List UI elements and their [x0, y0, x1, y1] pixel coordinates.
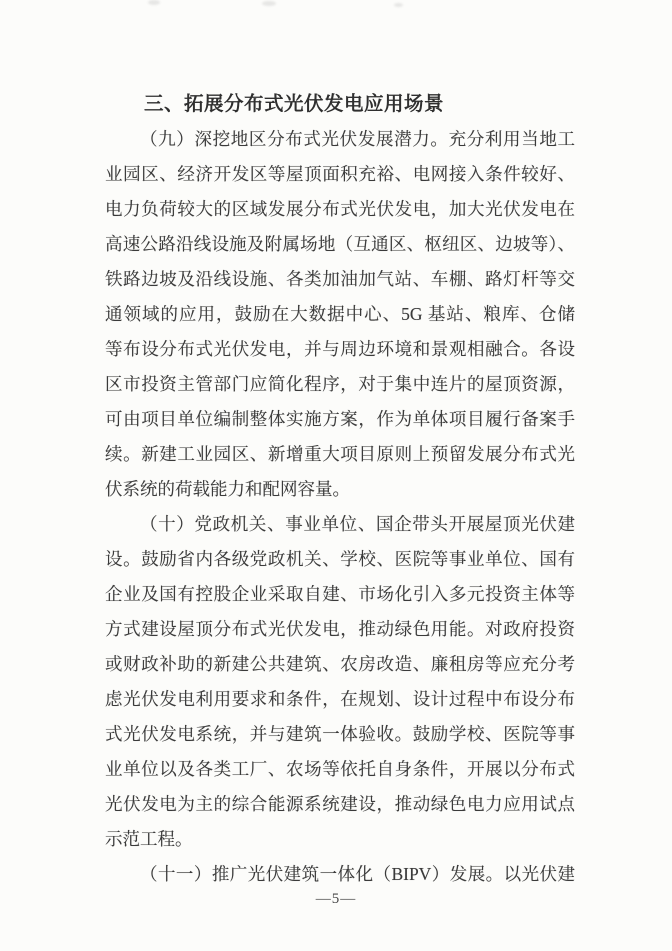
- text-line: 光伏发电为主的综合能源系统建设，推动绿色电力应用试点: [105, 794, 575, 814]
- text-line: 续。新建工业园区、新增重大项目原则上预留发展分布式光: [105, 444, 575, 464]
- text-line: 电力负荷较大的区域发展分布式光伏发电，加大光伏发电在: [105, 199, 575, 219]
- text-line: 企业及国有控股企业采取自建、市场化引入多元投资主体等: [105, 584, 575, 604]
- text-line: 或财政补助的新建公共建筑、农房改造、廉租房等应充分考: [105, 654, 575, 674]
- text-line: 高速公路沿线设施及附属场地（互通区、枢纽区、边坡等）、: [105, 234, 575, 254]
- paragraph-11: [105, 857, 575, 892]
- paragraph-10: [105, 507, 575, 857]
- text-line: 业园区、经济开发区等屋顶面积充裕、电网接入条件较好、: [105, 164, 575, 184]
- section-heading: 三、拓展分布式光伏发电应用场景: [144, 94, 445, 115]
- text-line: 通领域的应用，鼓励在大数据中心、5G 基站、粮库、仓储: [105, 304, 575, 324]
- text-line: 等布设分布式光伏发电，并与周边环境和景观相融合。各设: [105, 339, 575, 359]
- page-number: —5—: [315, 891, 357, 907]
- text-line: 虑光伏发电利用要求和条件，在规划、设计过程中布设分布: [105, 689, 575, 709]
- scan-smudge: [262, 1, 276, 6]
- text-block: [105, 87, 575, 892]
- text-line: （九）深挖地区分布式光伏发展潜力。充分利用当地工: [140, 129, 575, 149]
- text-line: （十）党政机关、事业单位、国企带头开展屋顶光伏建: [140, 514, 575, 534]
- scan-smudge: [148, 0, 160, 5]
- text-line: （十一）推广光伏建筑一体化（BIPV）发展。以光伏建: [140, 864, 575, 884]
- text-line: 式光伏发电系统，并与建筑一体验收。鼓励学校、医院等事: [105, 724, 575, 744]
- text-line: 业单位以及各类工厂、农场等依托自身条件，开展以分布式: [105, 759, 575, 779]
- text-line: 区市投资主管部门应简化程序，对于集中连片的屋顶资源，: [105, 374, 575, 394]
- paragraph-9: [105, 122, 575, 507]
- scan-smudge: [394, 3, 403, 7]
- text-line: 方式建设屋顶分布式光伏发电，推动绿色用能。对政府投资: [105, 619, 575, 639]
- text-line: 伏系统的荷载能力和配网容量。: [105, 479, 350, 499]
- text-line: 可由项目单位编制整体实施方案，作为单体项目履行备案手: [105, 409, 575, 429]
- text-line: 设。鼓励省内各级党政机关、学校、医院等事业单位、国有: [105, 549, 575, 569]
- text-line: 铁路边坡及沿线设施、各类加油加气站、车棚、路灯杆等交: [105, 269, 575, 289]
- text-line: 示范工程。: [105, 829, 193, 849]
